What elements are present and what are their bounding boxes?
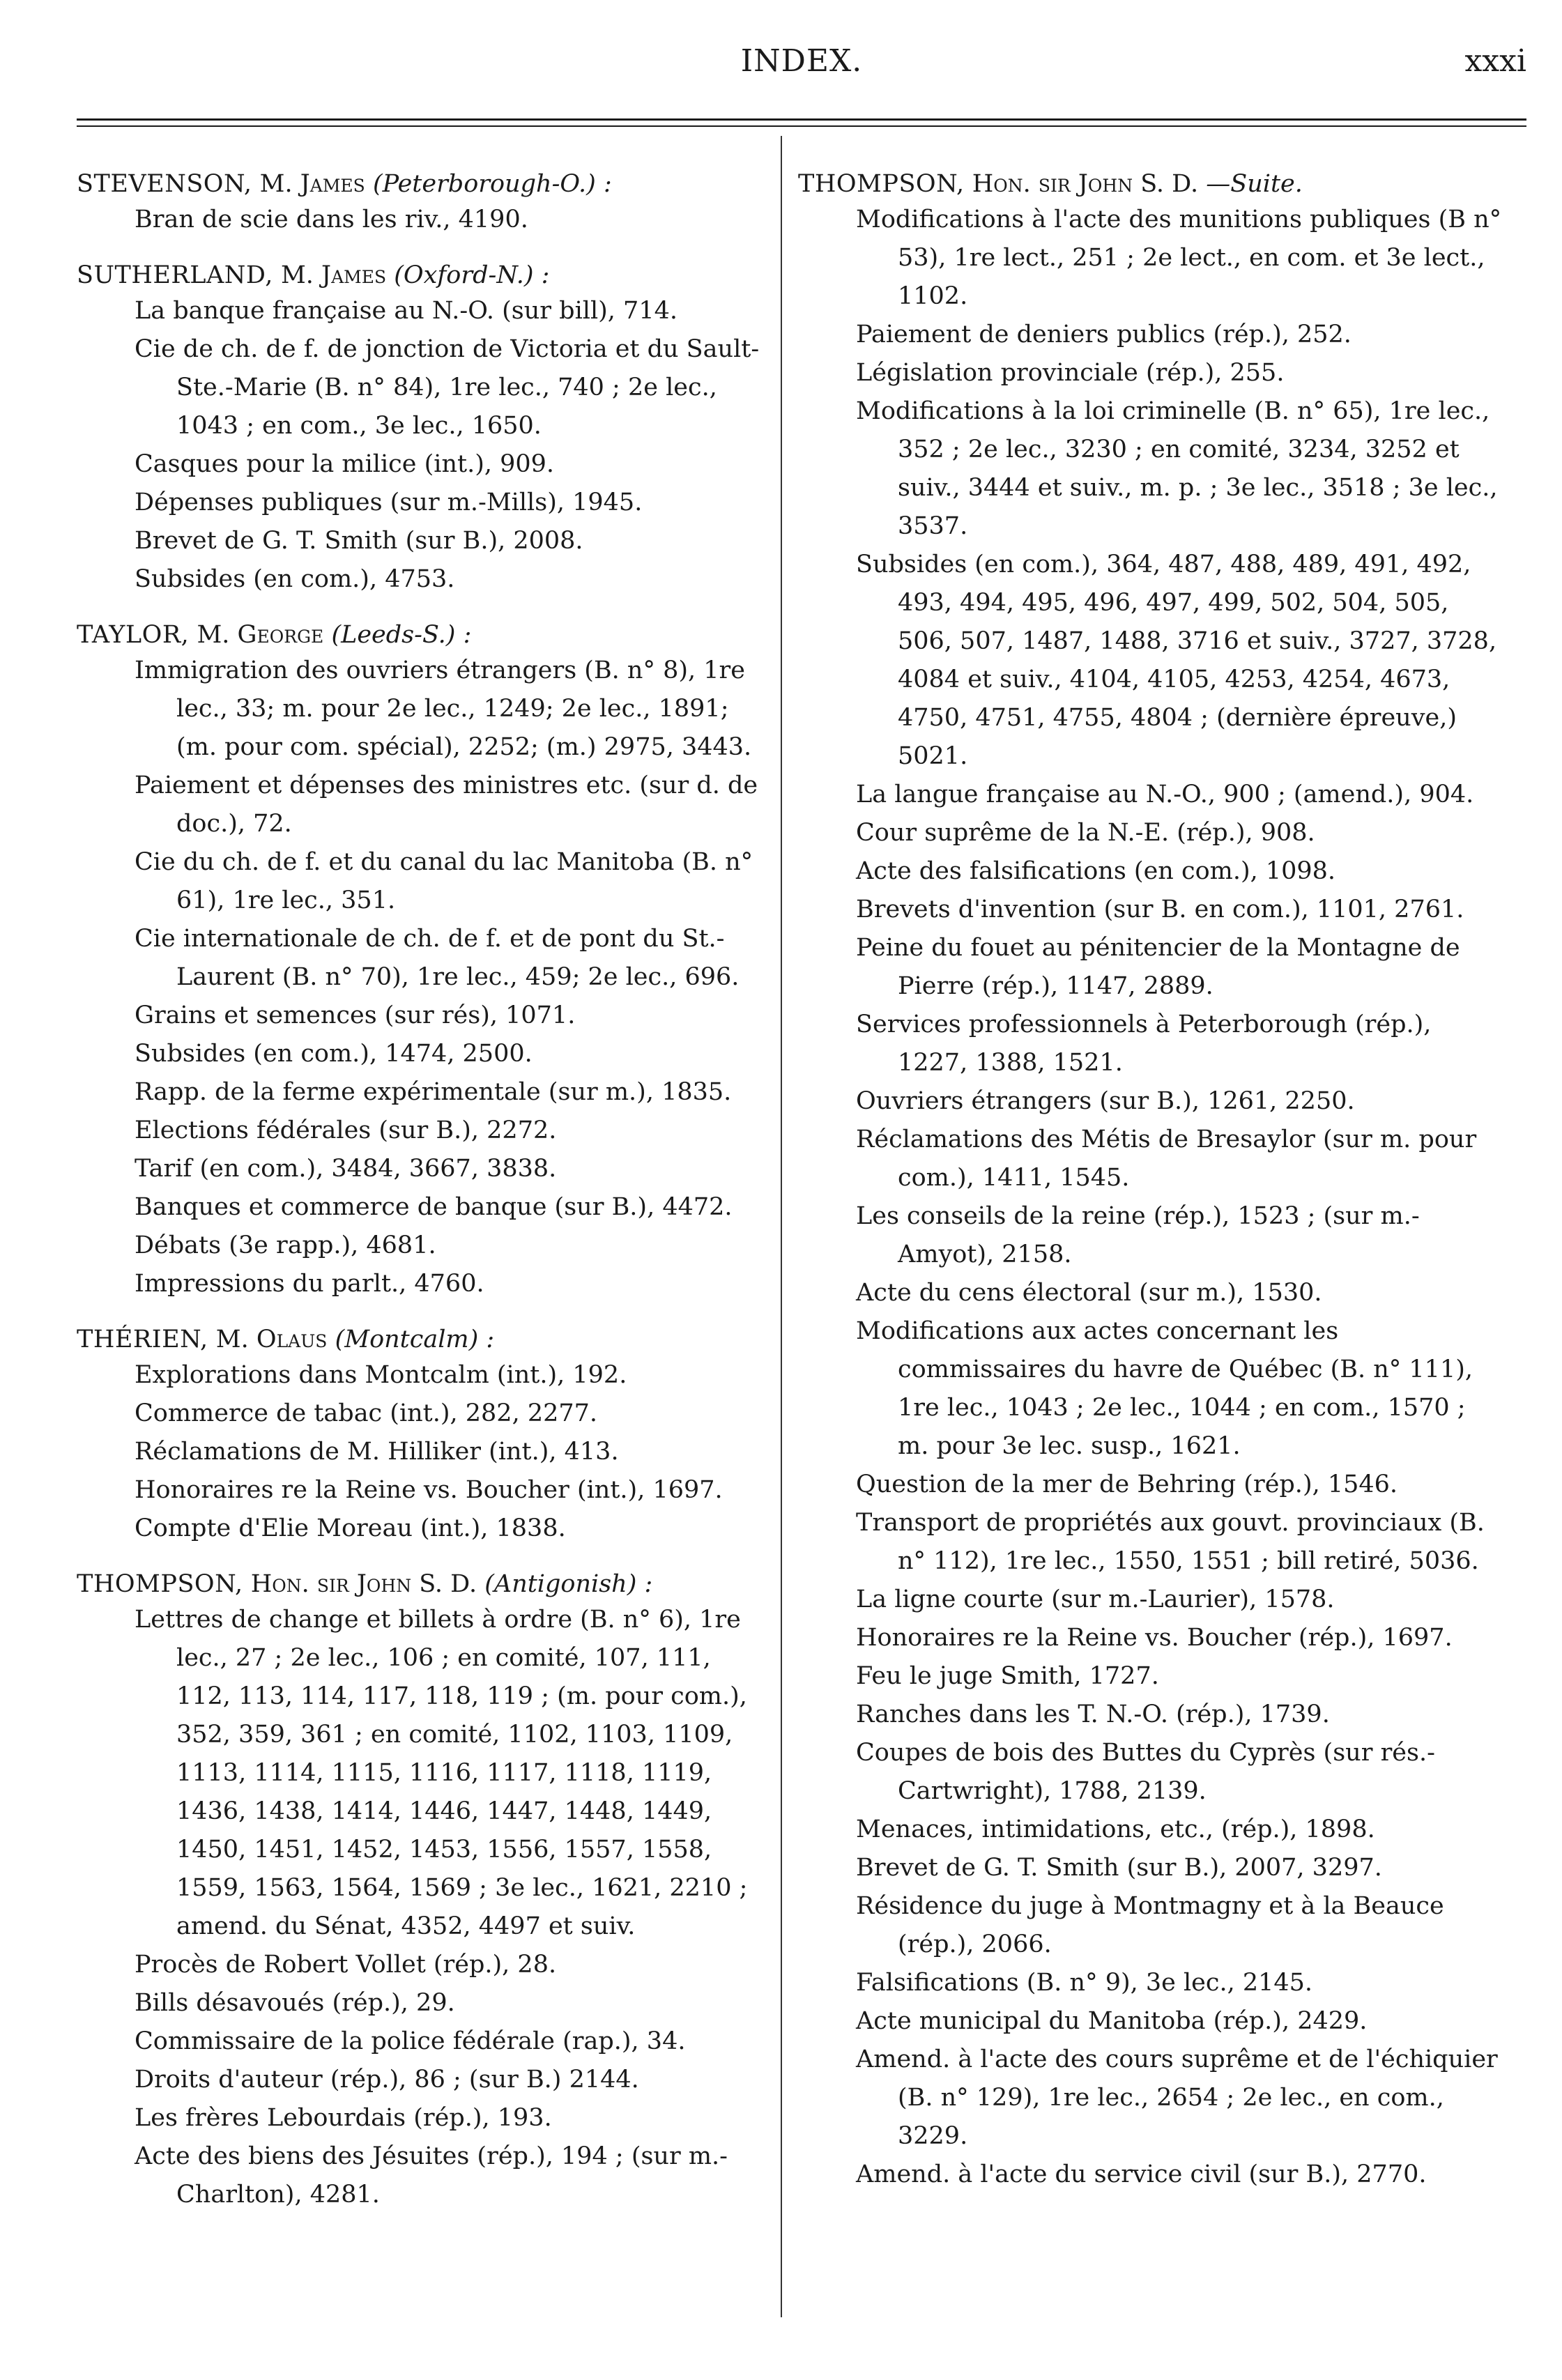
index-item: Brevets d'invention (sur B. en com.), 1101, 2761. xyxy=(856,896,1464,923)
entry-heading xyxy=(77,1567,767,1601)
page-title: INDEX. xyxy=(740,43,863,79)
index-item: Réclamations des Métis de Bresaylor (sur m. pour com.), 1411, 1545. xyxy=(856,1126,1477,1192)
member-riding: (Peterborough-O.) : xyxy=(372,170,612,198)
index-item: Les conseils de la reine (rép.), 1523 ; (sur m.-Amyot), 2158. xyxy=(856,1202,1420,1268)
index-item: La ligne courte (sur m.-Laurier), 1578. xyxy=(856,1586,1335,1613)
entry-heading xyxy=(77,1323,767,1356)
index-entry xyxy=(77,1567,767,2214)
index-item: Brevet de G. T. Smith (sur B.), 2007, 3297. xyxy=(856,1854,1382,1882)
index-item: Immigration des ouvriers étrangers (B. n° 8), 1re lec., 33; m. pour 2e lec., 1249; 2e lec., 1891; (m. pour com. spécial), 2252; (m.) 2975, 3443. xyxy=(135,657,752,761)
member-surname: THÉRIEN, xyxy=(77,1326,208,1353)
column-divider xyxy=(781,136,782,2317)
member-surname: THOMPSON, xyxy=(798,170,965,198)
index-item: Acte des biens des Jésuites (rép.), 194 ; (sur m.-Charlton), 4281. xyxy=(135,2142,728,2209)
member-surname: STEVENSON, xyxy=(77,170,252,198)
entry-heading xyxy=(798,167,1502,201)
index-item: Falsifications (B. n° 9), 3e lec., 2145. xyxy=(856,1969,1313,1997)
header-rule-bottom xyxy=(77,125,1526,127)
entry-heading xyxy=(77,618,767,652)
index-item: Acte des falsifications (en com.), 1098. xyxy=(856,857,1336,885)
member-riding: —Suite. xyxy=(1206,170,1303,198)
index-item: Commerce de tabac (int.), 282, 2277. xyxy=(135,1399,598,1427)
index-item: Réclamations de M. Hilliker (int.), 413. xyxy=(135,1438,619,1466)
index-item: Subsides (en com.), 1474, 2500. xyxy=(135,1040,533,1068)
index-item: Lettres de change et billets à ordre (B. n° 6), 1re lec., 27 ; 2e lec., 106 ; en comité, 107, 111, 112, 113, 114, 117, 118, 119 ; (m. pour com.), 352, 359, 361 ; en comité, 1102, 1103, 1109, 1113, 1114, 1115, 1116, 1117, 1118, 1119, 1436, 1438, 1414, 1446, 1447, 1448, 1449, 1450, 1451, 1452, 1453, 1556, 1557, 1558, 1559, 1563, 1564, 1569 ; 3e lec., 1621, 2210 ; amend. du Sénat, 4352, 4497 et suiv. xyxy=(135,1606,748,1940)
index-item: La langue française au N.-O., 900 ; (amend.), 904. xyxy=(856,781,1474,808)
entry-heading xyxy=(77,259,767,292)
member-given-name: M. James xyxy=(280,261,387,289)
index-item: Honoraires re la Reine vs. Boucher (rép.), 1697. xyxy=(856,1624,1453,1652)
member-surname: TAYLOR, xyxy=(77,621,190,649)
index-entry xyxy=(77,167,767,239)
index-item: Brevet de G. T. Smith (sur B.), 2008. xyxy=(135,527,583,555)
index-item: Législation provinciale (rép.), 255. xyxy=(856,359,1285,387)
index-entry xyxy=(77,618,767,1303)
index-item: Modifications à la loi criminelle (B. n° 65), 1re lec., 352 ; 2e lec., 3230 ; en comité, 3234, 3252 et suiv., 3444 et suiv., m. p. ; 3e lec., 3518 ; 3e lec., 3537. xyxy=(856,397,1498,540)
index-item: Transport de propriétés aux gouvt. provinciaux (B. n° 112), 1re lec., 1550, 1551 ; bill retiré, 5036. xyxy=(856,1509,1485,1575)
index-item: Droits d'auteur (rép.), 86 ; (sur B.) 2144. xyxy=(135,2066,639,2094)
index-item: Tarif (en com.), 3484, 3667, 3838. xyxy=(135,1155,557,1183)
index-item: Bills désavoués (rép.), 29. xyxy=(135,1989,455,2017)
index-item: Compte d'Elie Moreau (int.), 1838. xyxy=(135,1514,566,1542)
index-item: Subsides (en com.), 4753. xyxy=(135,565,455,593)
page-header xyxy=(77,43,1526,92)
index-item: La banque française au N.-O. (sur bill), 714. xyxy=(135,297,677,325)
member-given-name: M. Olaus xyxy=(215,1326,328,1353)
index-item: Cie internationale de ch. de f. et de pont du St.-Laurent (B. n° 70), 1re lec., 459; 2e lec., 696. xyxy=(135,925,740,991)
index-item: Résidence du juge à Montmagny et à la Beauce (rép.), 2066. xyxy=(856,1892,1444,1958)
index-item: Acte du cens électoral (sur m.), 1530. xyxy=(856,1279,1322,1307)
index-item: Coupes de bois des Buttes du Cyprès (sur rés.-Cartwright), 1788, 2139. xyxy=(856,1739,1435,1805)
index-item: Rapp. de la ferme expérimentale (sur m.), 1835. xyxy=(135,1078,732,1106)
index-item: Modifications à l'acte des munitions publiques (B n° 53), 1re lect., 251 ; 2e lect., en com. et 3e lect., 1102. xyxy=(856,206,1502,310)
index-item: Amend. à l'acte des cours suprême et de l'échiquier (B. n° 129), 1re lec., 2654 ; 2e lec., en com., 3229. xyxy=(856,2045,1498,2150)
index-item: Subsides (en com.), 364, 487, 488, 489, 491, 492, 493, 494, 495, 496, 497, 499, 502, 504, 505, 506, 507, 1487, 1488, 3716 et suiv., 3727, 3728, 4084 et suiv., 4104, 4105, 4253, 4254, 4673, 4750, 4751, 4755, 4804 ; (dernière épreuve,) 5021. xyxy=(856,551,1497,770)
member-riding: (Leeds-S.) : xyxy=(331,621,472,649)
index-item: Amend. à l'acte du service civil (sur B.), 2770. xyxy=(856,2160,1427,2188)
index-item: Menaces, intimidations, etc., (rép.), 1898. xyxy=(856,1815,1375,1843)
index-item: Débats (3e rapp.), 4681. xyxy=(135,1231,436,1259)
index-item: Modifications aux actes concernant les commissaires du havre de Québec (B. n° 111), 1re lec., 1043 ; 2e lec., 1044 ; en com., 1570 ; m. pour 3e lec. susp., 1621. xyxy=(856,1317,1473,1460)
index-item: Cie de ch. de f. de jonction de Victoria et du Sault-Ste.-Marie (B. n° 84), 1re lec., 740 ; 2e lec., 1043 ; en com., 3e lec., 1650. xyxy=(135,335,760,440)
member-given-name: M. George xyxy=(197,621,324,649)
index-item: Dépenses publiques (sur m.-Mills), 1945. xyxy=(135,489,643,516)
index-item: Ranches dans les T. N.-O. (rép.), 1739. xyxy=(856,1700,1330,1728)
index-item: Question de la mer de Behring (rép.), 1546. xyxy=(856,1471,1398,1498)
index-item: Honoraires re la Reine vs. Boucher (int.), 1697. xyxy=(135,1476,723,1504)
header-rule-top xyxy=(77,118,1526,121)
index-entry xyxy=(77,1323,767,1548)
member-riding: (Oxford-N.) : xyxy=(394,261,550,289)
index-item: Les frères Lebourdais (rép.), 193. xyxy=(135,2104,552,2132)
left-column xyxy=(77,167,767,2234)
member-given-name: Hon. sir John S. D. xyxy=(250,1570,477,1598)
index-item: Paiement de deniers publics (rép.), 252. xyxy=(856,321,1352,348)
index-entry xyxy=(77,259,767,599)
member-given-name: M. James xyxy=(259,170,365,198)
index-item: Paiement et dépenses des ministres etc. (sur d. de doc.), 72. xyxy=(135,771,758,838)
entry-heading xyxy=(77,167,767,201)
index-item: Commissaire de la police fédérale (rap.), 34. xyxy=(135,2027,686,2055)
index-item: Ouvriers étrangers (sur B.), 1261, 2250. xyxy=(856,1087,1355,1115)
member-riding: (Montcalm) : xyxy=(335,1326,495,1353)
index-item: Explorations dans Montcalm (int.), 192. xyxy=(135,1361,627,1389)
right-column xyxy=(798,167,1502,2213)
index-item: Services professionnels à Peterborough (rép.), 1227, 1388, 1521. xyxy=(856,1011,1432,1077)
member-surname: SUTHERLAND, xyxy=(77,261,273,289)
index-item: Cour suprême de la N.-E. (rép.), 908. xyxy=(856,819,1315,847)
index-item: Peine du fouet au pénitencier de la Montagne de Pierre (rép.), 1147, 2889. xyxy=(856,934,1460,1000)
index-item: Grains et semences (sur rés), 1071. xyxy=(135,1001,576,1029)
index-item: Impressions du parlt., 4760. xyxy=(135,1270,484,1298)
index-entry xyxy=(798,167,1502,2194)
index-item: Procès de Robert Vollet (rép.), 28. xyxy=(135,1951,557,1979)
index-item: Feu le juge Smith, 1727. xyxy=(856,1662,1159,1690)
page-number: xxxi xyxy=(1464,43,1526,79)
index-item: Bran de scie dans les riv., 4190. xyxy=(135,206,528,233)
index-item: Cie du ch. de f. et du canal du lac Manitoba (B. n° 61), 1re lec., 351. xyxy=(135,848,753,914)
index-item: Elections fédérales (sur B.), 2272. xyxy=(135,1116,557,1144)
index-item: Acte municipal du Manitoba (rép.), 2429. xyxy=(856,2007,1368,2035)
member-surname: THOMPSON, xyxy=(77,1570,243,1598)
member-riding: (Antigonish) : xyxy=(484,1570,653,1598)
member-given-name: Hon. sir John S. D. xyxy=(972,170,1199,198)
index-item: Casques pour la milice (int.), 909. xyxy=(135,450,555,478)
index-item: Banques et commerce de banque (sur B.), 4472. xyxy=(135,1193,733,1221)
